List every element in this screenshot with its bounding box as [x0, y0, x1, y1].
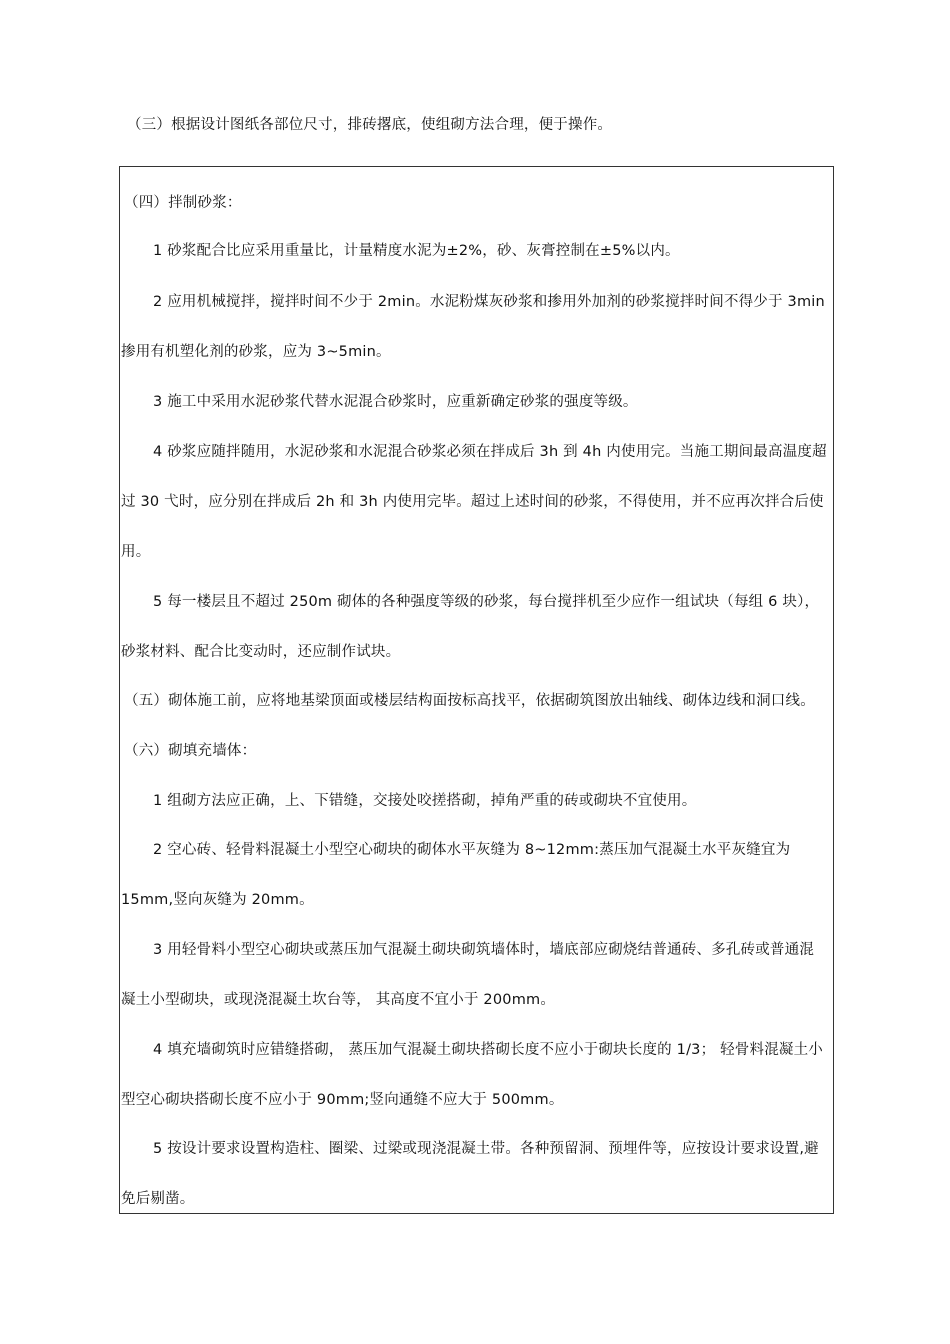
section4-paragraph-3: 3 施工中采用水泥砂浆代替水泥混合砂浆时，应重新确定砂浆的强度等级。 — [153, 394, 638, 410]
section4-paragraph-2-line-1: 2 应用机械搅拌，搅拌时间不少于 2min。水泥粉煤灰砂浆和掺用外加剂的砂浆搅拌时间不得少于 3min — [153, 294, 825, 310]
section4-paragraph-1: 1 砂浆配合比应采用重量比，计量精度水泥为±2%，砂、灰膏控制在±5%以内。 — [153, 243, 680, 259]
section6-heading: （六）砌填充墙体： — [124, 743, 257, 759]
intro-item-3: （三）根据设计图纸各部位尺寸，排砖撂底，使组砌方法合理，便于操作。 — [127, 117, 613, 133]
section6-paragraph-3-line-1: 3 用轻骨料小型空心砌块或蒸压加气混凝土砌块砌筑墙体时，墙底部应砌烧结普通砖、多孔砖或普通混 — [153, 942, 815, 958]
section6-paragraph-2-line-2: 15mm,竖向灰缝为 20mm。 — [121, 892, 314, 908]
section6-paragraph-5-line-1: 5 按设计要求设置构造柱、圈梁、过梁或现浇混凝土带。各种预留洞、预埋件等，应按设计要求设置,避 — [153, 1141, 819, 1157]
section6-paragraph-3-line-2: 凝土小型砌块，或现浇混凝土坎台等， 其高度不宜小于 200mm。 — [121, 992, 556, 1008]
section4-paragraph-5-line-2: 砂浆材料、配合比变动时，还应制作试块。 — [121, 644, 401, 660]
section4-paragraph-2-line-2: 掺用有机塑化剂的砂浆，应为 3~5min。 — [121, 344, 391, 360]
section4-paragraph-5-line-1: 5 每一楼层且不超过 250m 砌体的各种强度等级的砂浆，每台搅拌机至少应作一组试块（每组 6 块）， — [153, 594, 820, 610]
section6-paragraph-2-line-1: 2 空心砖、轻骨料混凝土小型空心砌块的砌体水平灰缝为 8~12mm:蒸压加气混凝土水平灰缝宜为 — [153, 842, 791, 858]
section6-paragraph-5-line-2: 免后剔凿。 — [121, 1191, 195, 1207]
section4-heading: （四）拌制砂浆： — [124, 195, 242, 211]
section5-text: （五）砌体施工前，应将地基梁顶面或楼层结构面按标高找平，依据砌筑图放出轴线、砌体边线和洞口线。 — [124, 693, 815, 709]
section4-paragraph-4-line-2: 过 30 弋时，应分别在拌成后 2h 和 3h 内使用完毕。超过上述时间的砂浆，不得使用，并不应再次拌合后使 — [121, 494, 824, 510]
section6-paragraph-4-line-2: 型空心砌块搭砌长度不应小于 90mm;竖向通缝不应大于 500mm。 — [121, 1092, 564, 1108]
section4-paragraph-4-line-3: 用。 — [121, 544, 151, 560]
section6-paragraph-4-line-1: 4 填充墙砌筑时应错缝搭砌， 蒸压加气混凝土砌块搭砌长度不应小于砌块长度的 1/3； 轻骨料混凝土小 — [153, 1042, 823, 1058]
section4-paragraph-4-line-1: 4 砂浆应随拌随用，水泥砂浆和水泥混合砂浆必须在拌成后 3h 到 4h 内使用完。当施工期间最高温度超 — [153, 444, 827, 460]
section6-paragraph-1: 1 组砌方法应正确，上、下错缝，交接处咬搓搭砌，掉角严重的砖或砌块不宜使用。 — [153, 793, 697, 809]
